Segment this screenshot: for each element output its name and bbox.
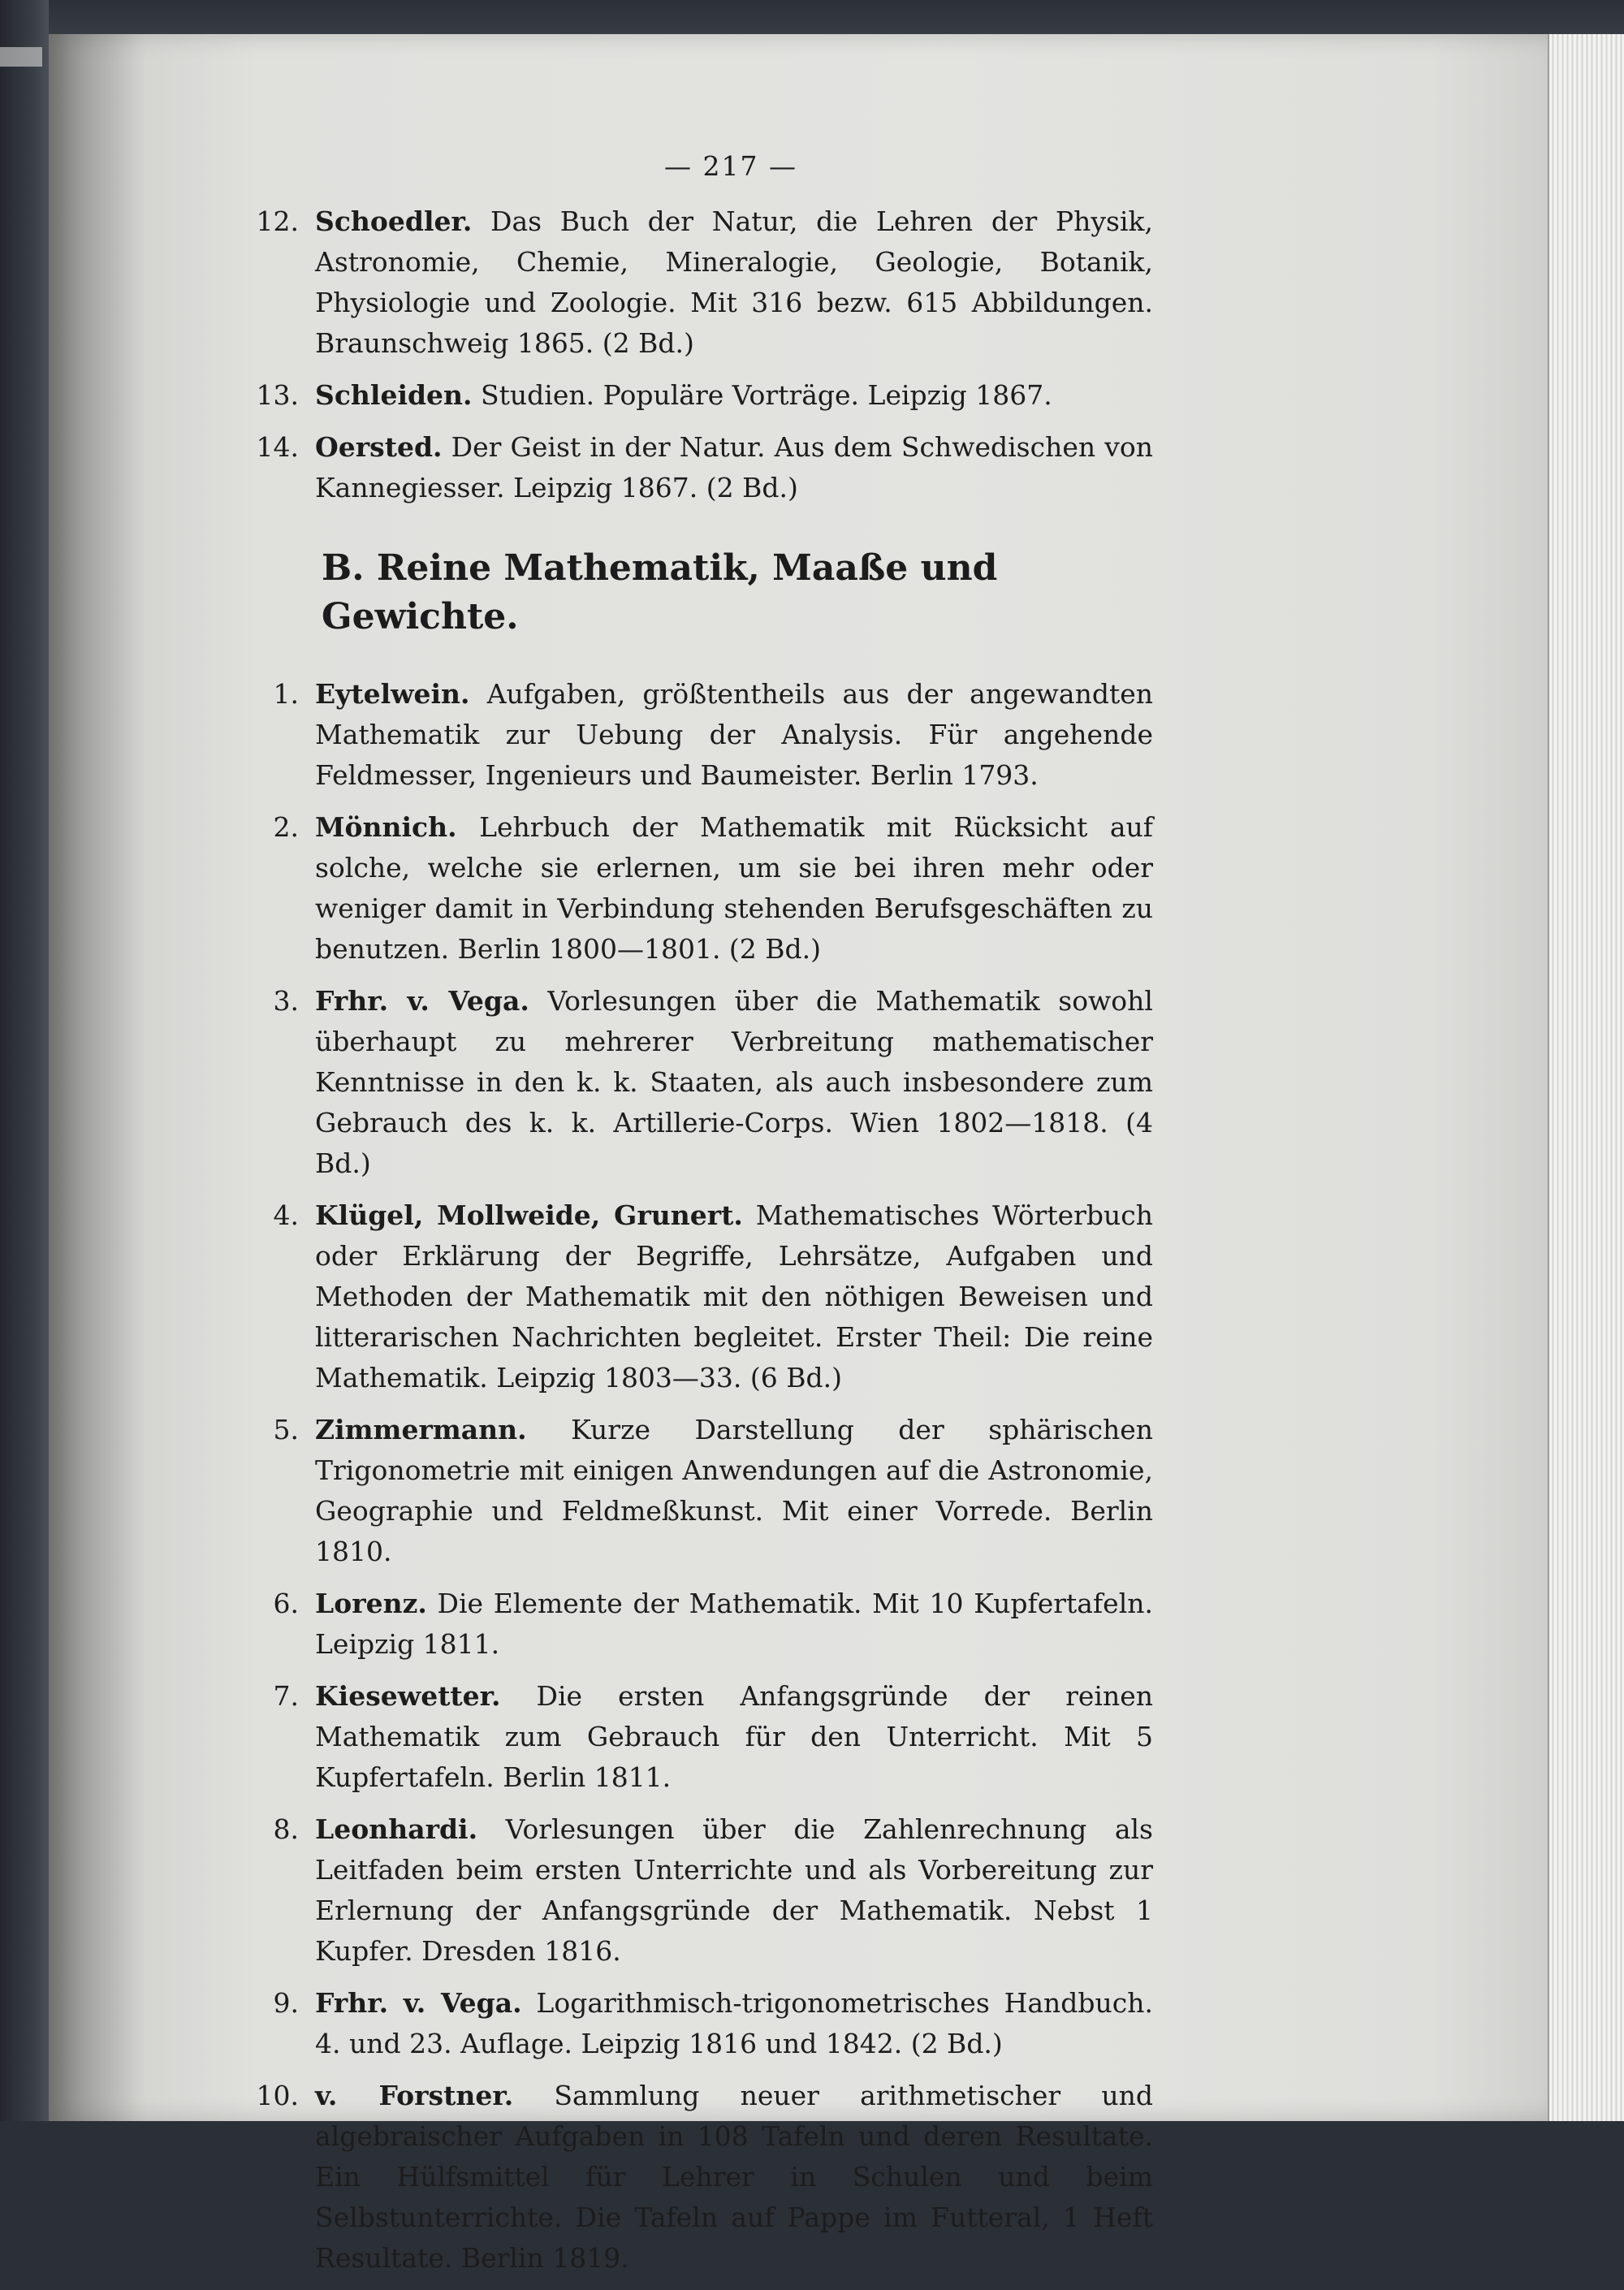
library-label: [0, 47, 42, 67]
entry-number: 1.: [273, 678, 299, 710]
entry-number: 10.: [256, 2080, 299, 2111]
entry-number: 4.: [273, 1199, 299, 1231]
entry-text: Die Elemente der Mathematik. Mit 10 Kupfertafeln. Leipzig 1811.: [315, 1588, 1153, 1660]
bibliography-entry: [244, 1809, 1153, 1972]
bibliography-entry: [244, 981, 1153, 1184]
entry-text: Der Geist in der Natur. Aus dem Schwedischen von Kannegiesser. Leipzig 1867. (2 Bd.): [315, 431, 1153, 503]
bibliography-entry: [244, 674, 1153, 796]
entry-number: 3.: [273, 985, 299, 1017]
entry-author: Frhr. v. Vega.: [315, 985, 529, 1017]
entry-text: Lehrbuch der Mathematik mit Rücksicht auf solche, welche sie erlernen, um sie bei ihren mehr oder weniger damit in Verbindung stehenden Berufsgeschäften zu benutzen. Berlin 1800—1801. (2 Bd.): [315, 811, 1154, 965]
entry-text: Sammlung neuer arithmetischer und algebraischer Aufgaben in 108 Tafeln und deren Resultate. Ein Hülfsmittel für Lehrer in Schulen und beim Selbstunterrichte. Die Tafeln auf Pappe im Futteral, 1 Heft Resultate. Berlin 1819.: [315, 2080, 1153, 2274]
entry-number: 6.: [273, 1588, 299, 1619]
entry-author: Schoedler.: [315, 205, 473, 237]
entry-number: 2.: [273, 811, 299, 843]
entry-number: 13.: [256, 379, 299, 411]
bibliography-entry: [244, 427, 1153, 508]
entry-author: Schleiden.: [315, 379, 473, 411]
entry-number: 12.: [256, 205, 299, 237]
entry-author: Kiesewetter.: [315, 1680, 501, 1712]
entry-author: Mönnich.: [315, 811, 457, 843]
entry-text: Mathematisches Wörterbuch oder Erklärung der Begriffe, Lehrsätze, Aufgaben und Methoden der Mathematik mit den nöthigen Beweisen und litterarischen Nachrichten begleitet. Erster Theil: Die reine Mathematik. Leipzig 1803—33. (6 Bd.): [315, 1199, 1153, 1393]
entry-text: Das Buch der Natur, die Lehren der Physik, Astronomie, Chemie, Mineralogie, Geologie, Botanik, Physiologie und Zoologie. Mit 316 bezw. 615 Abbildungen. Braunschweig 1865. (2 Bd.): [315, 205, 1153, 359]
entry-author: Leonhardi.: [315, 1813, 478, 1845]
entry-author: Lorenz.: [315, 1588, 427, 1619]
entry-number: 8.: [273, 1813, 299, 1845]
entry-text: Aufgaben, größtentheils aus der angewandten Mathematik zur Uebung der Analysis. Für angehende Feldmesser, Ingenieurs und Baumeister. Berlin 1793.: [315, 678, 1153, 791]
entry-author: Zimmermann.: [315, 1414, 527, 1445]
entry-text: Vorlesungen über die Mathematik sowohl überhaupt zu mehrerer Verbreitung mathematischer Kenntnisse in den k. k. Staaten, als auch insbesondere zum Gebrauch des k. k. Artillerie-Corps. Wien 1802—1818. (4 Bd.): [315, 985, 1153, 1179]
bibliography-entry: [244, 1983, 1153, 2064]
bibliography-entry: [244, 1195, 1153, 1398]
bibliography-entry: [244, 201, 1153, 364]
page-number: — 217 —: [664, 150, 797, 182]
entry-author: Frhr. v. Vega.: [315, 1987, 522, 2019]
entry-author: v. Forstner.: [315, 2080, 514, 2111]
bibliography-entry: [244, 1584, 1153, 1665]
spine-shadow: [49, 34, 146, 2121]
entry-text: Die ersten Anfangsgründe der reinen Mathematik zum Gebrauch für den Unterricht. Mit 5 Kupfertafeln. Berlin 1811.: [315, 1680, 1153, 1793]
entry-number: 9.: [273, 1987, 299, 2019]
entry-text: Logarithmisch-trigonometrisches Handbuch. 4. und 23. Auflage. Leipzig 1816 und 1842. (2 Bd.): [315, 1987, 1153, 2059]
entry-number: 7.: [273, 1680, 299, 1712]
bibliography-entry: [244, 2076, 1153, 2279]
entry-number: 14.: [256, 431, 299, 463]
entry-number: 5.: [273, 1414, 299, 1445]
entry-text: Studien. Populäre Vorträge. Leipzig 1867.: [481, 379, 1052, 411]
bibliography-entry: [244, 807, 1153, 970]
entry-text: Kurze Darstellung der sphärischen Trigonometrie mit einigen Anwendungen auf die Astronomie, Geographie und Feldmeßkunst. Mit einer Vorrede. Berlin 1810.: [315, 1414, 1153, 1567]
entry-author: Eytelwein.: [315, 678, 470, 710]
bibliography-entry: [244, 1410, 1153, 1572]
page-edge: [1548, 34, 1624, 2121]
entry-text: Vorlesungen über die Zahlenrechnung als Leitfaden beim ersten Unterrichte und als Vorbereitung zur Erlernung der Anfangsgründe der Mathematik. Nebst 1 Kupfer. Dresden 1816.: [315, 1813, 1153, 1967]
section-heading: B. Reine Mathematik, Maaße und Gewichte.: [322, 547, 998, 637]
bibliography-entry: [244, 375, 1153, 416]
book-cover-left: [0, 0, 49, 2121]
entry-author: Klügel, Mollweide, Grunert.: [315, 1199, 743, 1231]
entries-section: [244, 674, 1153, 2279]
entries-top: [244, 201, 1153, 508]
page-text: [244, 146, 1153, 2290]
entry-author: Oersted.: [315, 431, 443, 463]
bibliography-entry: [244, 1676, 1153, 1798]
